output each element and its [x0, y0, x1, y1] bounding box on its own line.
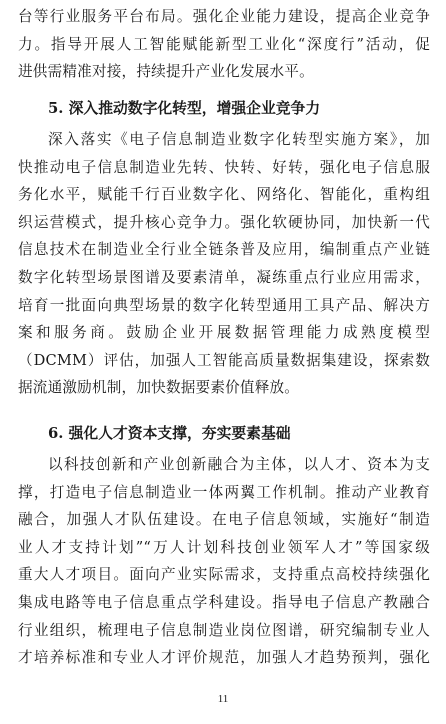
text-line: 案和服务商。鼓励企业开展数据管理能力成熟度模型	[18, 324, 430, 342]
text-line: 台等行业服务平台布局。强化企业能力建设，提高企业竞争	[18, 8, 430, 25]
text-line: 以科技创新和产业创新融合为主体，以人才、资本为支	[48, 456, 430, 473]
text-line: 融合，加强人才队伍建设。在电子信息领域，实施好“制造	[18, 511, 430, 529]
text-line: 据流通激励机制，加快数据要素价值释放。	[18, 379, 300, 397]
text-line: 深入落实《电子信息制造业数字化转型实施方案》，加	[48, 131, 430, 148]
text-line: 快推动电子信息制造业先转、快转、好转，强化电子信息服	[18, 158, 430, 176]
text-line: 数字化转型场景图谱及要素清单，凝练重点行业应用需求，	[18, 268, 430, 286]
text-line: （DCMM）评估，加强人工智能高质量数据集建设，探索数	[18, 351, 430, 369]
text-line: 力。指导开展人工智能赋能新型工业化“深度行”活动，促	[18, 35, 430, 53]
page-number: 11	[217, 693, 229, 705]
section-6-paragraph	[18, 451, 430, 672]
text-line: 培育一批面向典型场景的数字化转型通用工具产品、解决方	[18, 296, 430, 314]
text-line: 信息技术在制造业全行业全链条普及应用，编制重点产业链	[18, 241, 430, 259]
text-line: 集成电路等电子信息重点学科建设。指导电子信息产教融合	[18, 593, 430, 611]
section-5-heading: 5. 深入推动数字化转型，增强企业竞争力	[48, 100, 321, 117]
section-6-heading: 6. 强化人才资本支撑，夯实要素基础	[48, 425, 291, 442]
text-line: 织运营模式，提升核心竞争力。强化软硬协同，加快新一代	[18, 213, 430, 231]
text-line: 才培养标准和专业人才评价规范，加强人才趋势预判，强化	[18, 649, 430, 667]
intro-paragraph	[18, 3, 430, 86]
text-line: 务化水平，赋能千行百业数字化、网络化、智能化，重构组	[18, 186, 430, 204]
text-line: 进供需精准对接，持续提升产业化发展水平。	[18, 63, 314, 81]
text-line: 业人才支持计划”“万人计划科技创业领军人才”等国家级	[18, 538, 430, 556]
text-line: 撑，打造电子信息制造业一体两翼工作机制。推动产业教育	[18, 483, 430, 501]
text-line: 重大人才项目。面向产业实际需求，支持重点高校持续强化	[18, 566, 430, 584]
text-line: 行业组织，梳理电子信息制造业岗位图谱，研究编制专业人	[18, 621, 430, 639]
section-5-paragraph	[18, 126, 430, 402]
